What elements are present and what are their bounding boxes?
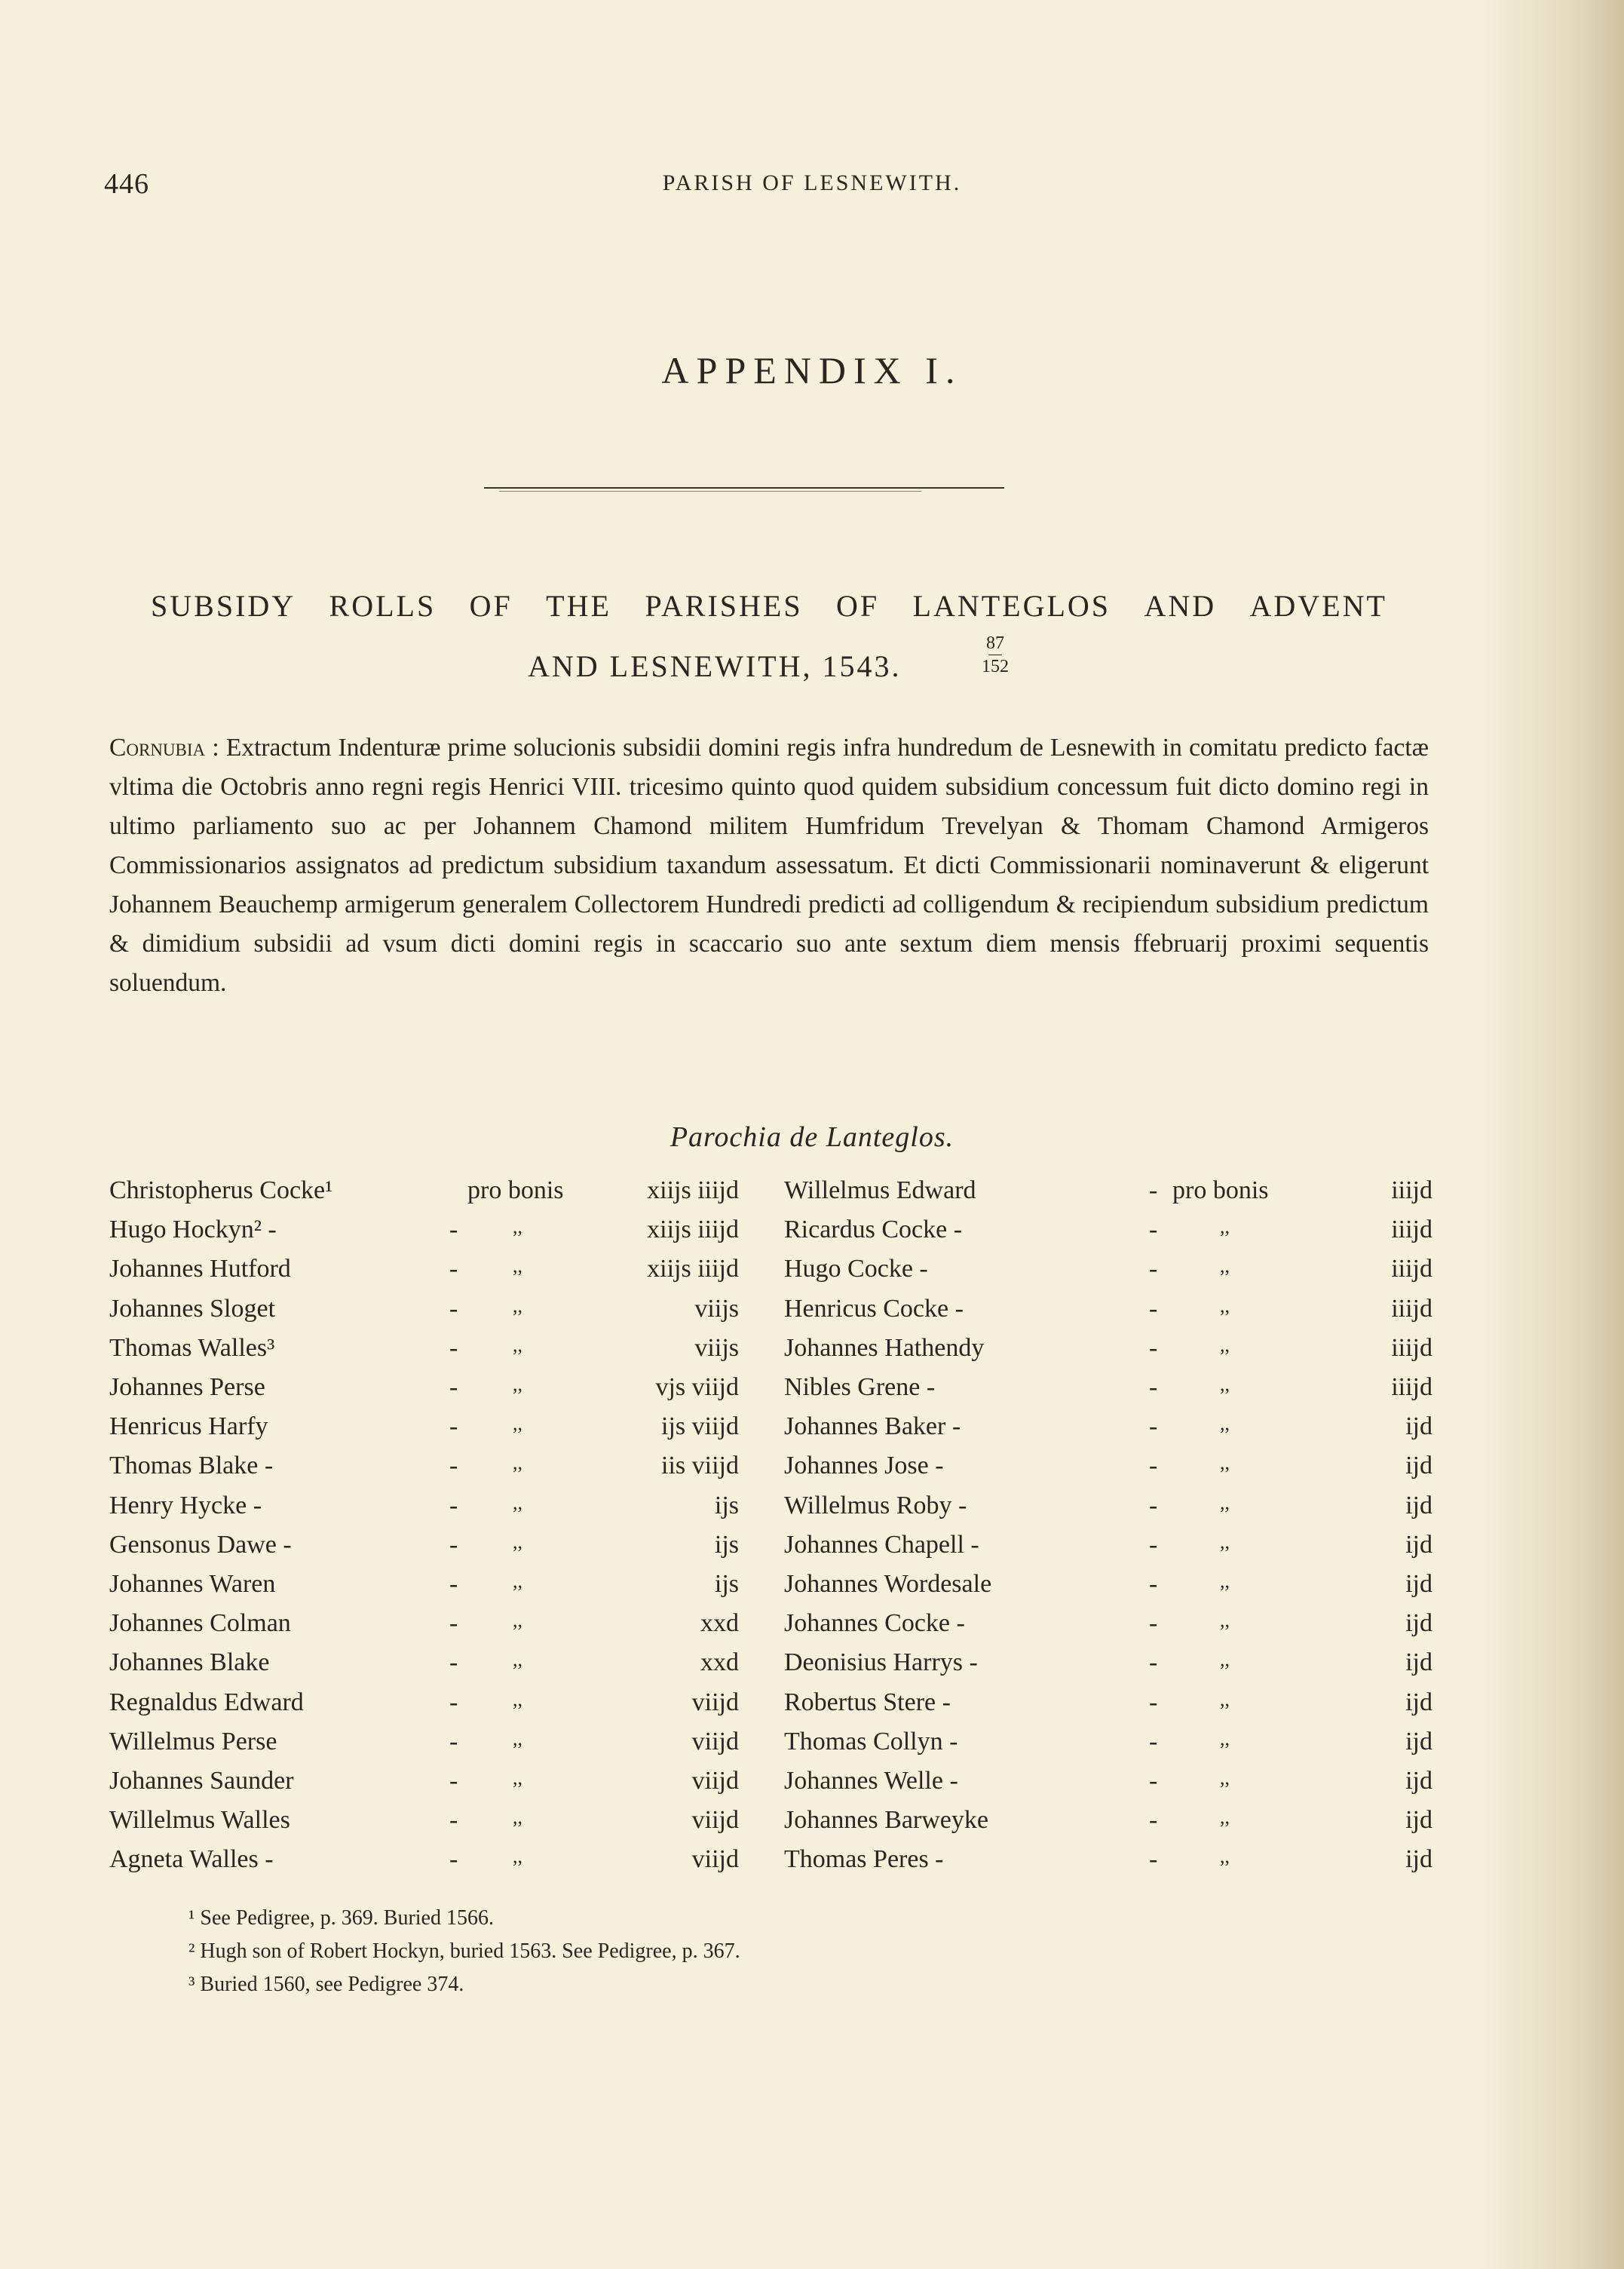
left-name: Johannes Sloget <box>109 1294 276 1323</box>
left-name: Johannes Waren <box>109 1570 276 1598</box>
left-name: Johannes Saunder <box>109 1767 294 1795</box>
right-dash: - <box>1149 1845 1158 1874</box>
left-dash: - <box>449 1294 458 1323</box>
table-row <box>0 1688 1624 1728</box>
subtitle-word: OF <box>469 589 513 623</box>
right-name: Thomas Collyn - <box>784 1727 958 1755</box>
left-dash: - <box>449 1412 458 1441</box>
right-dash: - <box>1149 1176 1158 1204</box>
left-name: Thomas Blake - <box>109 1452 274 1480</box>
right-amount: ijd <box>1405 1452 1432 1480</box>
right-amount: iiijd <box>1391 1216 1432 1244</box>
divider-rule-thin <box>499 491 921 492</box>
right-dash: - <box>1149 1216 1158 1244</box>
table-row <box>0 1255 1624 1294</box>
left-name: Hugo Hockyn² - <box>109 1216 277 1244</box>
right-amount: iiijd <box>1391 1255 1432 1283</box>
left-ditto: ,, <box>513 1767 522 1789</box>
left-name: Thomas Walles³ <box>109 1333 275 1362</box>
left-ditto: ,, <box>513 1727 522 1749</box>
subtitle-word: ROLLS <box>329 589 437 623</box>
left-amount: viijd <box>691 1767 739 1795</box>
right-amount: ijd <box>1405 1845 1432 1874</box>
right-name: Willelmus Edward <box>784 1176 976 1204</box>
left-name: Henricus Harfy <box>109 1412 268 1441</box>
right-ditto: ,, <box>1220 1609 1230 1632</box>
left-ditto: pro bonis <box>467 1176 564 1204</box>
fraction-bottom: 152 <box>982 657 1009 676</box>
left-amount: xiijs iiijd <box>647 1216 739 1244</box>
left-dash: - <box>449 1806 458 1835</box>
left-dash: - <box>449 1216 458 1244</box>
right-name: Willelmus Roby - <box>784 1491 967 1519</box>
left-name: Johannes Colman <box>109 1609 291 1638</box>
left-dash: - <box>449 1727 458 1755</box>
left-dash: - <box>449 1845 458 1874</box>
table-row <box>0 1728 1624 1767</box>
right-dash: - <box>1149 1294 1158 1323</box>
table-row <box>0 1452 1624 1491</box>
footnote: ³ Buried 1560, see Pedigree 374. <box>188 1973 464 1996</box>
right-dash: - <box>1149 1767 1158 1795</box>
right-amount: iiijd <box>1391 1373 1432 1401</box>
right-amount: ijd <box>1405 1570 1432 1598</box>
right-name: Johannes Barweyke <box>784 1806 988 1835</box>
right-name: Johannes Welle - <box>784 1767 958 1795</box>
left-amount: viijd <box>691 1845 739 1874</box>
right-ditto: ,, <box>1220 1255 1230 1277</box>
left-ditto: ,, <box>513 1530 522 1553</box>
divider-rule <box>484 487 1004 489</box>
left-name: Christopherus Cocke¹ <box>109 1176 333 1204</box>
left-amount: xiijs iiijd <box>647 1176 739 1204</box>
right-ditto: ,, <box>1220 1688 1230 1710</box>
fraction-top: 87 <box>986 633 1004 653</box>
body-paragraph <box>109 728 1429 1003</box>
right-dash: - <box>1149 1491 1158 1519</box>
right-dash: - <box>1149 1806 1158 1835</box>
right-ditto: ,, <box>1220 1570 1230 1592</box>
table-row <box>0 1176 1624 1216</box>
right-ditto: ,, <box>1220 1216 1230 1238</box>
table-row <box>0 1373 1624 1412</box>
right-name: Thomas Peres - <box>784 1845 944 1874</box>
subtitle-word: LANTEGLOS <box>912 589 1111 623</box>
right-ditto: ,, <box>1220 1294 1230 1317</box>
left-amount: viijs <box>694 1294 739 1323</box>
table-row <box>0 1492 1624 1531</box>
right-dash: - <box>1149 1412 1158 1441</box>
table-row <box>0 1806 1624 1845</box>
subtitle-line-1 <box>151 588 1387 624</box>
subtitle-word: ADVENT <box>1249 589 1387 623</box>
left-ditto: ,, <box>513 1452 522 1474</box>
left-ditto: ,, <box>513 1412 522 1435</box>
left-ditto: ,, <box>513 1333 522 1356</box>
right-name: Deonisius Harrys - <box>784 1648 978 1677</box>
right-dash: - <box>1149 1255 1158 1283</box>
right-dash: - <box>1149 1648 1158 1677</box>
left-amount: viijd <box>691 1806 739 1835</box>
left-ditto: ,, <box>513 1609 522 1632</box>
left-ditto: ,, <box>513 1373 522 1395</box>
left-dash: - <box>449 1530 458 1559</box>
right-name: Johannes Cocke - <box>784 1609 965 1638</box>
subtitle-word: OF <box>835 589 880 623</box>
right-name: Johannes Jose - <box>784 1452 944 1480</box>
right-dash: - <box>1149 1333 1158 1362</box>
right-ditto: ,, <box>1220 1333 1230 1356</box>
right-ditto: ,, <box>1220 1727 1230 1749</box>
left-amount: ijs <box>714 1570 739 1598</box>
footnotes <box>188 1902 740 2001</box>
left-dash: - <box>449 1688 458 1716</box>
right-amount: ijd <box>1405 1806 1432 1835</box>
subtitle-word: PARISHES <box>645 589 803 623</box>
right-ditto: ,, <box>1220 1373 1230 1395</box>
table-row <box>0 1334 1624 1373</box>
table-row <box>0 1609 1624 1648</box>
right-amount: iiijd <box>1391 1294 1432 1323</box>
left-ditto: ,, <box>513 1648 522 1671</box>
left-ditto: ,, <box>513 1255 522 1277</box>
footnote: ¹ See Pedigree, p. 369. Buried 1566. <box>188 1906 494 1930</box>
table-row <box>0 1531 1624 1570</box>
footnote: ² Hugh son of Robert Hockyn, buried 1563. See Pedigree, p. 367. <box>188 1939 740 1963</box>
right-amount: ijd <box>1405 1648 1432 1677</box>
left-amount: viijd <box>691 1727 739 1755</box>
left-name: Willelmus Perse <box>109 1727 277 1755</box>
right-ditto: ,, <box>1220 1806 1230 1829</box>
right-dash: - <box>1149 1570 1158 1598</box>
right-amount: ijd <box>1405 1412 1432 1441</box>
left-amount: xxd <box>700 1609 739 1638</box>
left-dash: - <box>449 1570 458 1598</box>
body-lead: Cornubia : <box>109 734 219 762</box>
left-ditto: ,, <box>513 1845 522 1868</box>
right-name: Henricus Cocke - <box>784 1294 964 1323</box>
left-ditto: ,, <box>513 1294 522 1317</box>
left-name: Johannes Hutford <box>109 1255 291 1283</box>
table-row <box>0 1767 1624 1806</box>
right-amount: ijd <box>1405 1688 1432 1716</box>
table-row <box>0 1845 1624 1884</box>
page-number: 446 <box>104 168 149 200</box>
table-row <box>0 1216 1624 1255</box>
left-amount: viijd <box>691 1688 739 1716</box>
right-name: Ricardus Cocke - <box>784 1216 963 1244</box>
left-name: Willelmus Walles <box>109 1806 290 1835</box>
right-ditto: ,, <box>1220 1452 1230 1474</box>
right-ditto: pro bonis <box>1172 1176 1269 1204</box>
left-dash: - <box>449 1609 458 1638</box>
subtitle-line-2: AND LESNEWITH, 1543. <box>528 649 902 683</box>
left-name: Agneta Walles - <box>109 1845 274 1874</box>
right-dash: - <box>1149 1609 1158 1638</box>
left-dash: - <box>449 1452 458 1480</box>
right-ditto: ,, <box>1220 1412 1230 1435</box>
left-ditto: ,, <box>513 1806 522 1829</box>
left-amount: iis viijd <box>661 1452 739 1480</box>
table-row <box>0 1648 1624 1688</box>
table-row <box>0 1412 1624 1452</box>
left-amount: xiijs iiijd <box>647 1255 739 1283</box>
right-ditto: ,, <box>1220 1648 1230 1671</box>
running-head: PARISH OF LESNEWITH. <box>662 170 962 195</box>
right-amount: ijd <box>1405 1727 1432 1755</box>
right-name: Robertus Stere - <box>784 1688 951 1716</box>
left-name: Gensonus Dawe - <box>109 1530 292 1559</box>
right-amount: ijd <box>1405 1767 1432 1795</box>
right-amount: ijd <box>1405 1609 1432 1638</box>
subtitle-word: SUBSIDY <box>151 589 296 623</box>
right-dash: - <box>1149 1452 1158 1480</box>
left-dash: - <box>449 1767 458 1795</box>
table-row <box>0 1295 1624 1334</box>
left-dash: - <box>449 1255 458 1283</box>
right-ditto: ,, <box>1220 1530 1230 1553</box>
left-amount: ijs <box>714 1530 739 1559</box>
right-dash: - <box>1149 1688 1158 1716</box>
left-amount: ijs <box>714 1491 739 1519</box>
left-dash: - <box>449 1333 458 1362</box>
left-ditto: ,, <box>513 1491 522 1513</box>
left-ditto: ,, <box>513 1216 522 1238</box>
left-dash: - <box>449 1491 458 1519</box>
right-name: Hugo Cocke - <box>784 1255 928 1283</box>
right-name: Johannes Wordesale <box>784 1570 992 1598</box>
right-dash: - <box>1149 1373 1158 1401</box>
left-ditto: ,, <box>513 1570 522 1592</box>
right-amount: ijd <box>1405 1491 1432 1519</box>
right-name: Johannes Hathendy <box>784 1333 985 1362</box>
left-amount: xxd <box>700 1648 739 1677</box>
right-name: Johannes Baker - <box>784 1412 961 1441</box>
right-amount: iiijd <box>1391 1176 1432 1204</box>
left-dash: - <box>449 1648 458 1677</box>
subtitle-word: THE <box>546 589 611 623</box>
table-row <box>0 1570 1624 1609</box>
right-ditto: ,, <box>1220 1767 1230 1789</box>
left-name: Johannes Perse <box>109 1373 265 1401</box>
reference-fraction <box>980 632 1010 678</box>
left-dash: - <box>449 1373 458 1401</box>
left-amount: ijs viijd <box>661 1412 739 1441</box>
page-header <box>0 167 1624 205</box>
right-ditto: ,, <box>1220 1491 1230 1513</box>
right-amount: iiijd <box>1391 1333 1432 1362</box>
left-ditto: ,, <box>513 1688 522 1710</box>
right-dash: - <box>1149 1727 1158 1755</box>
right-amount: ijd <box>1405 1530 1432 1559</box>
subtitle-word: AND <box>1144 589 1217 623</box>
left-name: Johannes Blake <box>109 1648 270 1677</box>
left-name: Henry Hycke - <box>109 1491 262 1519</box>
appendix-title: APPENDIX I. <box>661 349 963 391</box>
body-text: Extractum Indenturæ prime solucionis subsidii domini regis infra hundredum de Lesnewith in comitatu predicto factæ vltima die Octobris anno regni regis Henrici VIII. tricesimo quinto quod quidem subsidium concessum fuit dicto domino regi in ultimo parliamento suo ac per Johannem Chamond militem Humfridum Trevelyan & Thomam Chamond Armigeros Commissionarios assignatos ad predictum subsidium taxandum assessatum. Et dicti Commissionarii nominaverunt & eligerunt Johannem Beauchemp armigerum generalem Collectorem Hundredi predicti ad colligendum & recipiendum subsidium predictum & dimidium subsidii ad vsum dicti domini regis in scaccario suo ante sextum diem mensis ffebruarij proximi sequentis soluendum. <box>109 734 1429 997</box>
parish-heading: Parochia de Lanteglos. <box>670 1121 954 1153</box>
left-name: Regnaldus Edward <box>109 1688 304 1716</box>
right-dash: - <box>1149 1530 1158 1559</box>
left-amount: vjs viijd <box>655 1373 739 1401</box>
right-ditto: ,, <box>1220 1845 1230 1868</box>
right-name: Nibles Grene - <box>784 1373 936 1401</box>
left-amount: viijs <box>694 1333 739 1362</box>
right-name: Johannes Chapell - <box>784 1530 979 1559</box>
